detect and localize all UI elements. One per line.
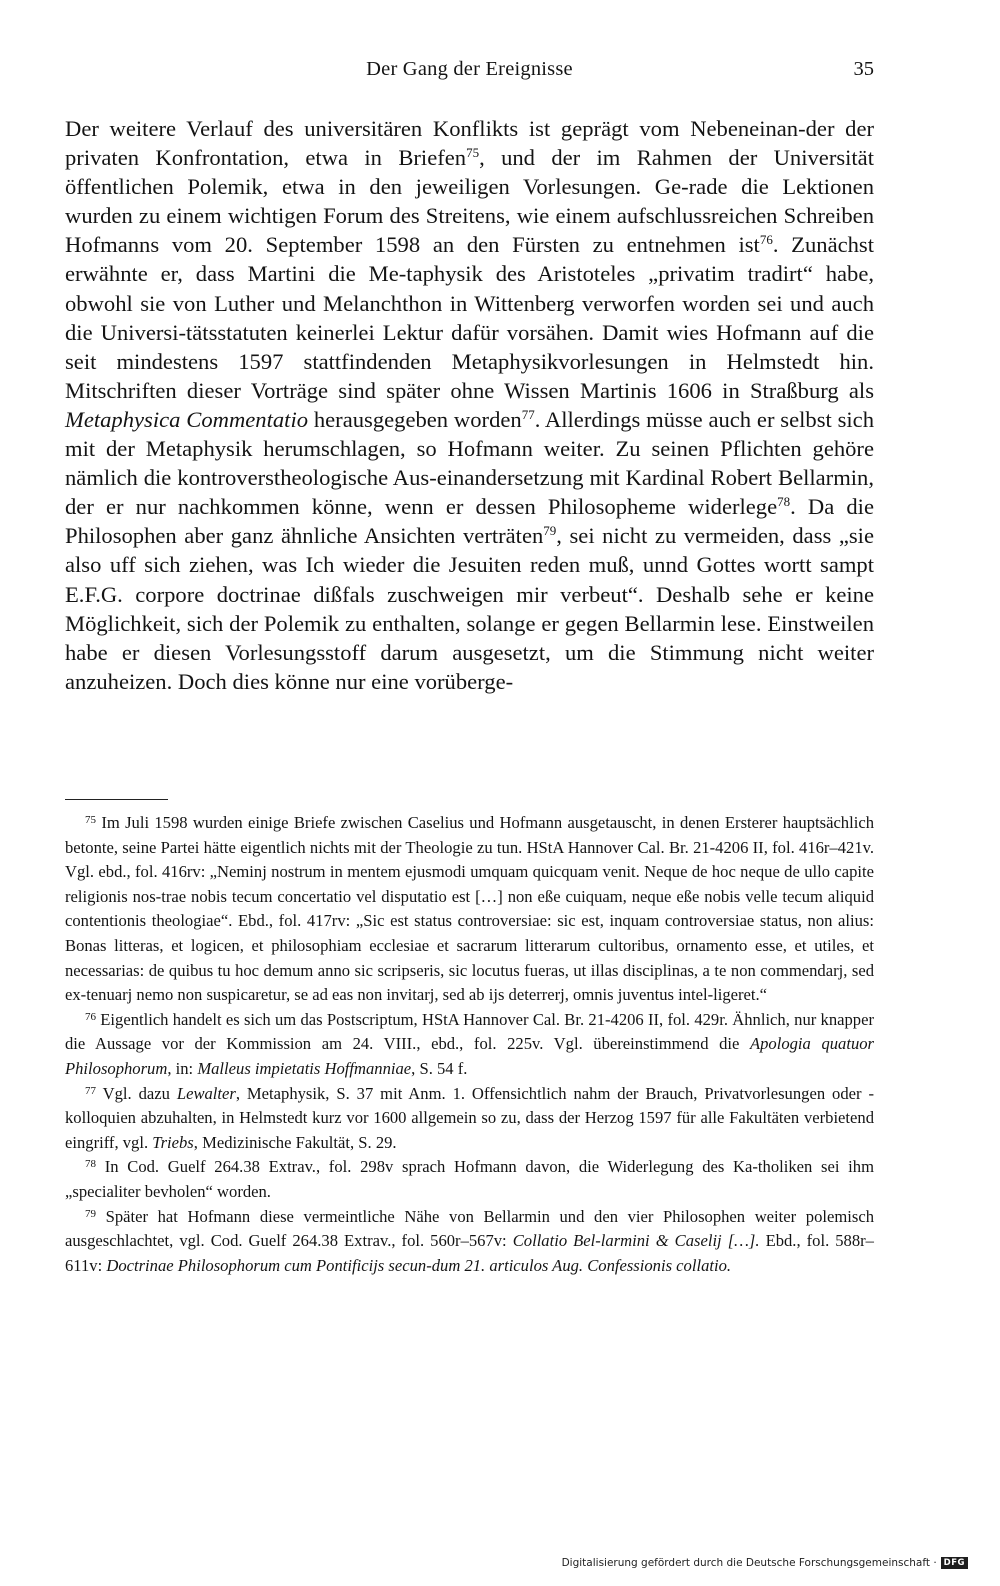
body-text-segment: . Zunächst erwähnte er, dass Martini die Me-taphysik des Aristoteles „privatim tradirt“ habe, obwohl sie von Luther und Melanchthon in Wittenberg verworfen worden sei und auch die Universi-tätsstatuten keinerlei Lektur dafür vorsähen. Damit wies Hofmann auf die seit mindestens 1597 stattfindenden Metaphysikvorlesungen in Helmstedt hin. Mitschriften dieser Vorträge sind später ohne Wissen Martinis 1606 in Straßburg als — [65, 232, 874, 403]
body-text-segment: herausgegeben worden — [308, 406, 522, 432]
dfg-logo: DFG — [941, 1557, 968, 1569]
digitization-credit — [562, 1557, 968, 1569]
footnote-italic-text: Lewalter — [176, 1083, 236, 1103]
running-title: Der Gang der Ereignisse — [366, 58, 573, 80]
body-text-segment: . Allerdings müsse auch er selbst sich mit der Metaphysik herumschlagen, so Hofmann weiter. Zu seinen Pflichten gehöre nämlich die kontroverstheologische Aus-einandersetzung mit Kardinal Robert Bellarmin, der er nur nachkommen könne, wenn er dessen Philosopheme widerlege — [65, 406, 874, 520]
footnote-ref-75: 75 — [466, 145, 480, 161]
footnote-ref-76: 76 — [759, 232, 773, 248]
footnote-number: 77 — [85, 1084, 96, 1097]
footnote-italic-text: Doctrinae Philosophorum cum Pontificijs secun-dum 21. articulos Aug. Confessionis collatio. — [106, 1255, 732, 1275]
footnote-italic-text: Apologia quatuor Philosophorum — [65, 1034, 874, 1078]
footnote-italic-text: Collatio Bel-larmini & Caselij […]. — [512, 1231, 760, 1251]
footnote-ref-78: 78 — [777, 494, 791, 510]
body-text-segment: , und der im Rahmen der Universität öffentlichen Polemik, etwa in den jeweiligen Vorlesungen. Ge-rade die Lektionen wurden zu einem wichtigen Forum des Streitens, wie einem aufschlussreichen Schreiben Hofmanns vom 20. September 1598 an den Fürsten zu entnehmen ist — [65, 145, 874, 258]
running-head — [65, 58, 874, 88]
page-number: 35 — [853, 58, 874, 80]
footnote-78 — [65, 1155, 874, 1204]
footnotes — [65, 811, 874, 1278]
footnote-text: Im Juli 1598 wurden einige Briefe zwischen Caselius und Hofmann ausgetauscht, in denen Ersterer hauptsächlich betonte, seine Partei hätte eigentlich nichts mit der Theologie zu tun. HStA Hannover Cal. Br. 21-4206 II, fol. 416r–421v. Vgl. ebd., fol. 416rv: „Neminj nostrum in mentem ejusmodi umquam quicquam venit. Neque de hoc neque de ullo capite religionis nos-trae nobis tecum concertatio vel disputatio est […] non eße cuiquam, neque eße nobis velle tecum aliquid contentionis theologiae“. Ebd., fol. 417rv: „Sic est status controversiae: sic est, inquam controversiae status, non alius: Bonas litteras, et logicen, et philosophiam ecclesiae et sacrarum litterarum cultoribus, ornamento esse, et utiles, et necessarias: de quibus tu hoc demum anno sic scripseris, sic locutus fueras, ut illas disciplinas, a te non commendarj, sed ex-tenuarj nemo non suspicaretur, se ad eas non invitarj, sed ab ijs deterrerj, omnis juventus intel-ligeret.“ — [65, 813, 874, 1005]
footnote-italic-text: Malleus impietatis Hoffmanniae — [197, 1058, 412, 1078]
footnote-text: , S. 54 f. — [411, 1058, 468, 1078]
footnote-77 — [65, 1082, 874, 1156]
footnote-number: 76 — [85, 1010, 96, 1023]
footnote-text: In Cod. Guelf 264.38 Extrav., fol. 298v sprach Hofmann davon, die Widerlegung des Ka-tholiken sei ihm „specialiter bevholen“ worden. — [65, 1157, 874, 1201]
footnote-text: , Medizinische Fakultät, S. 29. — [193, 1132, 397, 1152]
footnote-ref-79: 79 — [543, 523, 557, 539]
footnote-75 — [65, 811, 874, 1008]
body-text-segment: Der weitere Verlauf des universitären Konflikts ist geprägt vom Nebeneinan-der der privaten Konfrontation, etwa in Briefen — [65, 116, 874, 171]
footnote-number: 75 — [85, 814, 96, 826]
body-text-segment: . Da die Philosophen aber ganz ähnliche Ansichten verträten — [65, 494, 874, 549]
footnote-ref-77: 77 — [521, 406, 535, 422]
footnote-italic-text: Triebs — [152, 1132, 194, 1152]
italic-title: Metaphysica Commentatio — [65, 406, 309, 432]
credit-text: Digitalisierung gefördert durch die Deutsche Forschungsgemeinschaft · — [561, 1557, 937, 1569]
footnote-76 — [65, 1008, 874, 1082]
footnote-text: Vgl. dazu — [102, 1083, 177, 1103]
footnote-separator — [65, 799, 168, 800]
footnote-text: , Metaphysik, S. 37 mit Anm. 1. Offensichtlich nahm der Brauch, Privatvorlesungen oder -kolloquien abzuhalten, in Helmstedt kurz vor 1600 allgemein so zu, dass der Herzog 1597 für alle Fakultäten verbietend eingriff, vgl. — [65, 1083, 874, 1152]
body-paragraph — [65, 114, 874, 696]
footnote-text: Später hat Hofmann diese vermeintliche Nähe von Bellarmin und den vier Philosophen weiter polemisch ausgeschlachtet, vgl. Cod. Guelf 264.38 Extrav., fol. 560r–567v: — [65, 1206, 874, 1251]
footnote-text: Eigentlich handelt es sich um das Postscriptum, HStA Hannover Cal. Br. 21-4206 II, fol. 429r. Ähnlich, nur knapper die Aussage vor der Kommission am 24. VIII., ebd., fol. 225v. Vgl. übereinstimmend die — [65, 1009, 874, 1054]
footnote-79 — [65, 1205, 874, 1279]
footnote-number: 78 — [85, 1158, 96, 1171]
footnote-text: Ebd., fol. 588r–611v: — [65, 1231, 874, 1275]
footnote-text: , in: — [167, 1058, 198, 1078]
body-text-segment: , sei nicht zu vermeiden, dass „sie also uff sich ziehen, was Ich wieder die Jesuiten reden muß, unnd Gottes wortt sampt E.F.G. corpore doctrinae dißfals zuschweigen mir verbeut“. Deshalb sehe er keine Möglichkeit, sich der Polemik zu enthalten, solange er gegen Bellarmin lese. Einstweilen habe er diesen Vorlesungsstoff darum ausgesetzt, um die Stimmung nicht weiter anzuheizen. Doch dies könne nur eine vorüberge- — [65, 523, 874, 694]
footnote-number: 79 — [85, 1207, 96, 1220]
